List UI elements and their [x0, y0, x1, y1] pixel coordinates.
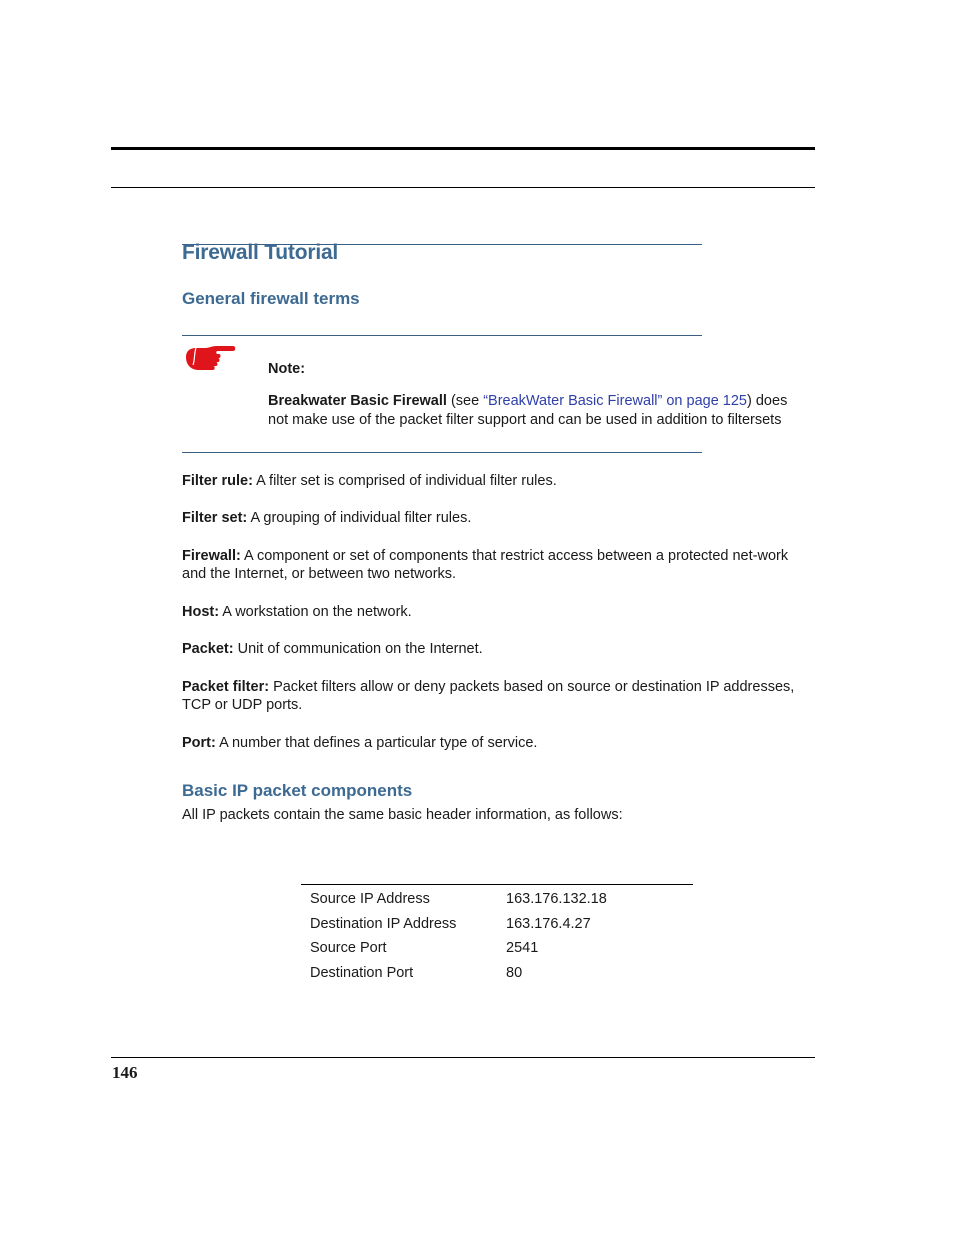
- note-bottom-rule: [182, 452, 702, 453]
- term-name: Packet filter:: [182, 679, 270, 695]
- table-cell-field: Destination IP Address: [310, 915, 457, 932]
- table-row: [301, 885, 693, 912]
- table-cell-field: Destination Port: [310, 965, 414, 982]
- page-title: Firewall Tutorial: [182, 241, 339, 264]
- term-definition: A workstation on the network.: [219, 604, 412, 620]
- term-definition: A filter set is comprised of individual filter rules.: [252, 473, 557, 489]
- term-name: Packet:: [182, 641, 234, 657]
- term-name: Port:: [182, 735, 216, 751]
- table-cell-value: 163.176.4.27: [506, 915, 591, 932]
- table-cell-value: 80: [506, 965, 523, 982]
- term-filter-set: [182, 509, 807, 527]
- table-cell-value: 163.176.132.18: [506, 891, 607, 908]
- term-name: Host:: [182, 604, 220, 620]
- note-label: Note:: [268, 361, 306, 377]
- note-top-rule: [182, 335, 702, 336]
- table-row: [301, 961, 693, 986]
- footer-rule: [111, 1057, 815, 1058]
- term-port: [182, 734, 807, 752]
- table-cell-value: 2541: [506, 940, 539, 957]
- page-number: 146: [112, 1063, 138, 1082]
- term-definition: A grouping of individual filter rules.: [247, 510, 472, 526]
- note-body: [268, 392, 808, 430]
- pointing-hand-icon: [183, 343, 237, 371]
- table-cell-field: Source IP Address: [310, 891, 430, 908]
- term-definition: A component or set of components that restrict access between a protected net-work and the Internet, or between two networks.: [182, 548, 789, 582]
- packet-intro-text: All IP packets contain the same basic header information, as follows:: [182, 807, 623, 823]
- term-filter-rule: [182, 472, 807, 490]
- header-rule-thin: [111, 187, 815, 188]
- term-definition: Packet filters allow or deny packets based on source or destination IP addresses, TCP or UDP ports.: [182, 679, 795, 713]
- term-definition: A number that defines a particular type of service.: [215, 735, 538, 751]
- term-firewall: [182, 547, 807, 583]
- note-bold-text: Breakwater Basic Firewall: [268, 393, 447, 409]
- note-cross-reference-link[interactable]: “BreakWater Basic Firewall” on page 125: [483, 393, 747, 409]
- term-definition: Unit of communication on the Internet.: [233, 641, 483, 657]
- term-name: Filter set:: [182, 510, 248, 526]
- table-row: [301, 936, 693, 961]
- term-packet: [182, 640, 807, 658]
- section-heading-terms: General firewall terms: [182, 289, 360, 308]
- section-heading-packet: Basic IP packet components: [182, 781, 413, 800]
- term-packet-filter: [182, 678, 807, 714]
- table-row: [301, 912, 693, 937]
- note-see-close: ): [747, 393, 752, 409]
- note-rest-text: does not make use of the packet filter support and can be used in addition to filtersets: [268, 393, 788, 428]
- note-see-open: (see: [446, 393, 484, 409]
- packet-header-table: [301, 884, 693, 985]
- table-cell-field: Source Port: [310, 940, 387, 957]
- header-rule-thick: [111, 147, 815, 150]
- term-host: [182, 603, 807, 621]
- term-name: Filter rule:: [182, 473, 253, 489]
- term-name: Firewall:: [182, 548, 241, 564]
